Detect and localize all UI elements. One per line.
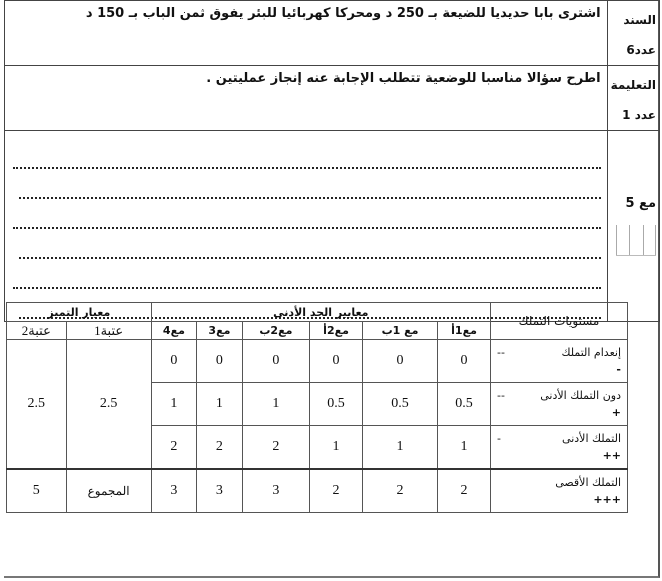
score-value: 1 [242,383,309,426]
label-text: التعليمة [610,78,656,92]
score-value: 1 [310,426,363,470]
score-box[interactable] [616,225,656,256]
level-cell [491,340,628,383]
answer-line[interactable] [13,261,601,289]
score-value: 0 [151,340,197,383]
score-value: 3 [242,469,309,513]
answer-area[interactable] [5,131,608,322]
criterion-header: مع 1ب [363,322,438,340]
level-name: التملك الأقصى [555,476,621,489]
score-value: 2 [363,469,438,513]
answer-line[interactable] [19,171,601,199]
label-number: عدد6 [626,43,656,57]
level-symbol: + [611,406,621,419]
score-value: 3 [197,469,243,513]
score-cell [607,131,659,322]
level-name: إنعدام التملك [561,346,621,359]
threshold-header: عتبة2 [7,322,67,340]
instruction-label [607,66,659,131]
score-value: 2 [197,426,243,470]
score-value: 0.5 [438,383,491,426]
level-marker: -- [497,346,505,359]
grading-table [6,302,628,513]
level-cell [491,383,628,426]
score-value: 1 [363,426,438,470]
criterion-header: مع4 [151,322,197,340]
score-value: 1 [197,383,243,426]
level-cell [491,469,628,513]
total-label: المجموع [66,469,151,513]
level-cell [491,426,628,470]
instruction-row [5,66,660,131]
criterion-label: مع 5 [625,196,656,211]
score-value: 2 [242,426,309,470]
score-value: 0 [242,340,309,383]
threshold-value: 2.5 [66,340,151,470]
criterion-header: مع1أ [438,322,491,340]
answer-line[interactable] [13,141,601,169]
score-value: 2 [310,469,363,513]
score-value: 0.5 [363,383,438,426]
min-criteria-header: معايير الحد الأدنى [151,303,490,322]
score-value: 3 [151,469,197,513]
table-row [7,340,628,383]
situation-table [4,0,660,322]
score-value: 0 [310,340,363,383]
label-number: عدد 1 [622,108,656,122]
criterion-header: مع3 [197,322,243,340]
score-value: 0 [438,340,491,383]
score-value: 1 [151,383,197,426]
score-value: 1 [438,426,491,470]
levels-header: مستويات التملك [491,303,628,340]
score-value: 2 [151,426,197,470]
threshold-header: عتبة1 [66,322,151,340]
threshold-value: 2.5 [7,340,67,470]
level-marker: -- [497,389,505,402]
level-name: التملك الأدنى [562,432,621,445]
excellence-header: معيار التميز [7,303,152,322]
answer-row [5,131,660,322]
level-name: دون التملك الأدنى [540,389,621,402]
criterion-header: مع2ب [242,322,309,340]
document-label [607,1,659,66]
score-value: 0 [197,340,243,383]
header-row [7,303,628,322]
level-symbol: ++ [602,449,621,462]
total-row [7,469,628,513]
score-value: 0 [363,340,438,383]
instruction-text: اطرح سؤالا مناسبا للوضعية تتطلب الإجابة عنه إنجاز عمليتين . [5,66,608,131]
level-symbol: +++ [593,493,621,506]
score-value: 2 [438,469,491,513]
level-marker: - [497,432,501,445]
level-symbol: - [616,363,621,376]
document-text: اشترى بابا حديديا للضيعة بـ 250 د ومحركا كهربائيا للبئر يفوق ثمن الباب بـ 150 د [5,1,608,66]
answer-line[interactable] [13,201,601,229]
total-value: 5 [7,469,67,513]
document-row [5,1,660,66]
score-value: 0.5 [310,383,363,426]
criterion-header: مع2أ [310,322,363,340]
label-text: السند [623,13,656,27]
answer-line[interactable] [19,231,601,259]
